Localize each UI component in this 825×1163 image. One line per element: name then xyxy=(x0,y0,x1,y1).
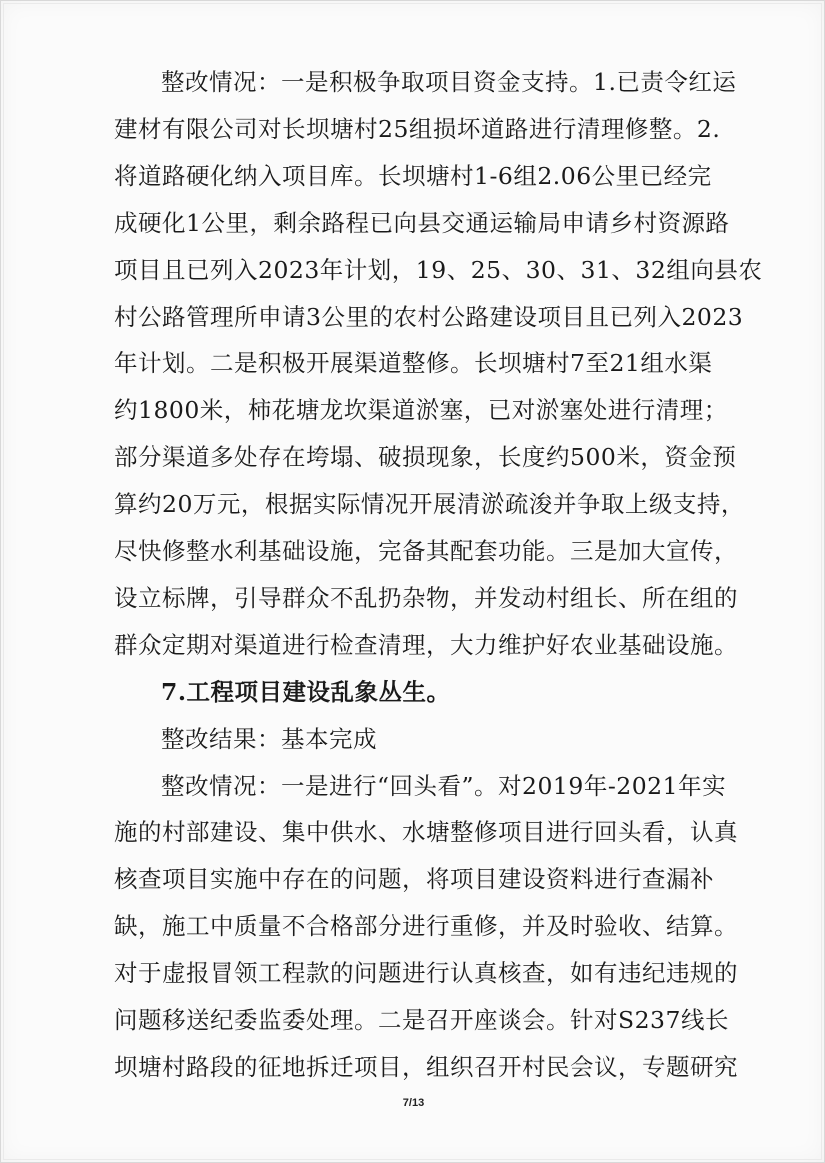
paragraph-line: 将道路硬化纳入项目库。长坝塘村1-6组2.06公里已经完 xyxy=(114,161,712,190)
paragraph-line: 年计划。二是积极开展渠道整修。长坝塘村7至21组水渠 xyxy=(114,349,713,378)
paragraph-line: 约1800米，柿花塘龙坎渠道淤塞，已对淤塞处进行清理； xyxy=(114,396,728,425)
paragraph-line: 整改情况：一是积极争取项目资金支持。1.已责令红运 xyxy=(161,68,737,96)
paragraph-line: 缺，施工中质量不合格部分进行重修，并及时验收、结算。 xyxy=(114,912,738,941)
paragraph-line: 算约20万元，根据实际情况开展清淤疏浚并争取上级支持， xyxy=(114,490,745,519)
paragraph-line: 建材有限公司对长坝塘村25组损坏道路进行清理修整。2. xyxy=(114,114,721,143)
paragraph-line: 村公路管理所申请3公里的农村公路建设项目且已列入2023 xyxy=(114,302,744,331)
paragraph-line: 部分渠道多处存在垮塌、破损现象，长度约500米，资金预 xyxy=(114,443,737,472)
paragraph-line: 项目且已列入2023年计划，19、25、30、31、32组向县农 xyxy=(114,255,763,284)
paragraph-line: 施的村部建设、集中供水、水塘整修项目进行回头看，认真 xyxy=(114,818,738,847)
paragraph-line: 问题移送纪委监委处理。二是召开座谈会。针对S237线长 xyxy=(114,1006,729,1035)
paragraph-line: 对于虚报冒领工程款的问题进行认真核查，如有违纪违规的 xyxy=(114,959,738,988)
paragraph-line: 坝塘村路段的征地拆迁项目，组织召开村民会议，专题研究 xyxy=(114,1053,738,1081)
paragraph-line: 尽快修整水利基础设施，完备其配套功能。三是加大宣传， xyxy=(114,537,738,566)
paragraph-line: 群众定期对渠道进行检查清理，大力维护好农业基础设施。 xyxy=(114,630,738,659)
paragraph-line: 设立标牌，引导群众不乱扔杂物，并发动村组长、所在组的 xyxy=(114,583,738,612)
paragraph-line: 核查项目实施中存在的问题，将项目建设资料进行查漏补 xyxy=(114,865,714,894)
section-heading: 7.工程项目建设乱象丛生。 xyxy=(161,677,451,706)
result-line: 整改结果：基本完成 xyxy=(161,724,377,753)
paragraph-line: 整改情况：一是进行“回头看”。对2019年-2021年实 xyxy=(161,771,727,800)
paragraph-line: 成硬化1公里，剩余路程已向县交通运输局申请乡村资源路 xyxy=(114,208,730,237)
page-number: 7/13 xyxy=(402,1097,425,1109)
